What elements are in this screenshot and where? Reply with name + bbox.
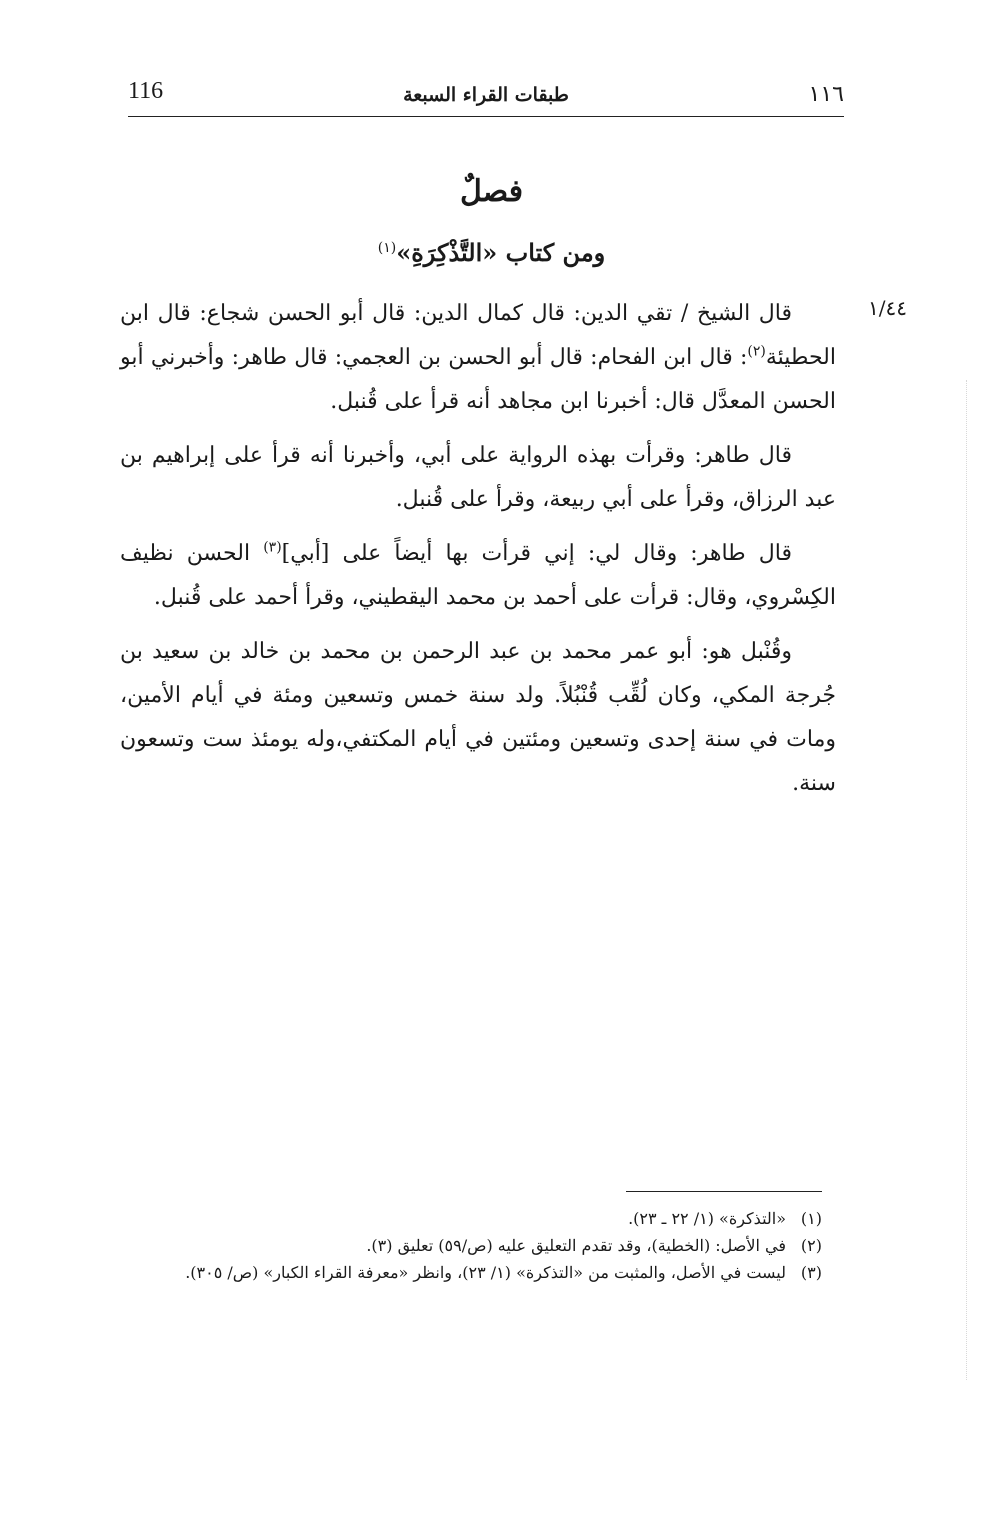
- section-title: فصلٌ: [459, 174, 524, 209]
- footnote: [104, 1205, 822, 1232]
- paragraph: [120, 292, 836, 424]
- paragraph: [120, 434, 836, 522]
- paragraph: [120, 630, 836, 806]
- running-title: طبقات القراء السبعة: [403, 84, 569, 106]
- section-subtitle: [0, 238, 983, 267]
- footnote-number: (٢): [800, 1236, 822, 1255]
- page-number-latin: 116: [128, 78, 164, 104]
- footnote-text: ليست في الأصل، والمثبت من «التذكرة» (١/ ٢٣)، وانظر «معرفة القراء الكبار» (ص/ ٣٠٥).: [185, 1263, 786, 1282]
- paragraph-text: قال الشيخ / تقي الدين: قال كمال الدين: قال أبو الحسن شجاع: قال ابن الحطيئة: [120, 301, 836, 370]
- subtitle-text: ومن كتاب «التَّذْكِرَةِ»: [396, 238, 606, 267]
- paragraph: [120, 532, 836, 620]
- paragraph-text: قال طاهر: وقرأت بهذه الرواية على أبي، وأخبرنا أنه قرأ على إبراهيم بن عبد الرزاق، وقرأ على أبي ربيعة، وقرأ على قُنبل.: [120, 443, 836, 512]
- scan-artifact: [966, 380, 967, 1380]
- page-number-arabic: ١١٦: [808, 82, 844, 107]
- paragraph-text: قال طاهر: وقال لي: إني قرأت بها أيضاً على [أبي]: [281, 541, 792, 566]
- footnote-marker: (٢): [747, 343, 766, 360]
- paragraph-text: وقُنْبل هو: أبو عمر محمد بن عبد الرحمن بن محمد بن خالد بن سعيد بن جُرجة المكي، وكان لُقِّب قُنْبُلاً. ولد سنة خمس وتسعين ومئة في أيام الأمين، ومات في سنة إحدى وتسعين ومئتين في أيام المكتفي،وله يومئذ ست وتسعون سنة.: [120, 639, 836, 796]
- footnote-text: «التذكرة» (١/ ٢٢ ـ ٢٣).: [628, 1209, 786, 1228]
- footnote-separator: [626, 1191, 822, 1192]
- footnote-text: في الأصل: (الخطية)، وقد تقدم التعليق عليه (ص/٥٩) تعليق (٣).: [366, 1236, 786, 1255]
- footnotes: [104, 1205, 822, 1286]
- running-header: [128, 78, 844, 117]
- manuscript-folio-note: ١/٤٤: [868, 296, 907, 320]
- footnote: [104, 1259, 822, 1286]
- footnote-number: (٣): [800, 1263, 822, 1282]
- body-text: [120, 292, 836, 816]
- subtitle-footnote-marker: (١): [377, 240, 397, 256]
- footnote-marker: (٣): [263, 539, 282, 556]
- footnote: [104, 1232, 822, 1259]
- footnote-number: (١): [800, 1209, 822, 1228]
- paragraph-text: الحسن نظيف الكِسْروي، وقال: قرأت على أحمد بن محمد اليقطيني، وقرأ أحمد على قُنبل.: [120, 541, 836, 610]
- paragraph-text: : قال ابن الفحام: قال أبو الحسن بن العجمي: قال طاهر: وأخبرني أبو الحسن المعدَّل قال: أخبرنا ابن مجاهد أنه قرأ على قُنبل.: [120, 345, 836, 414]
